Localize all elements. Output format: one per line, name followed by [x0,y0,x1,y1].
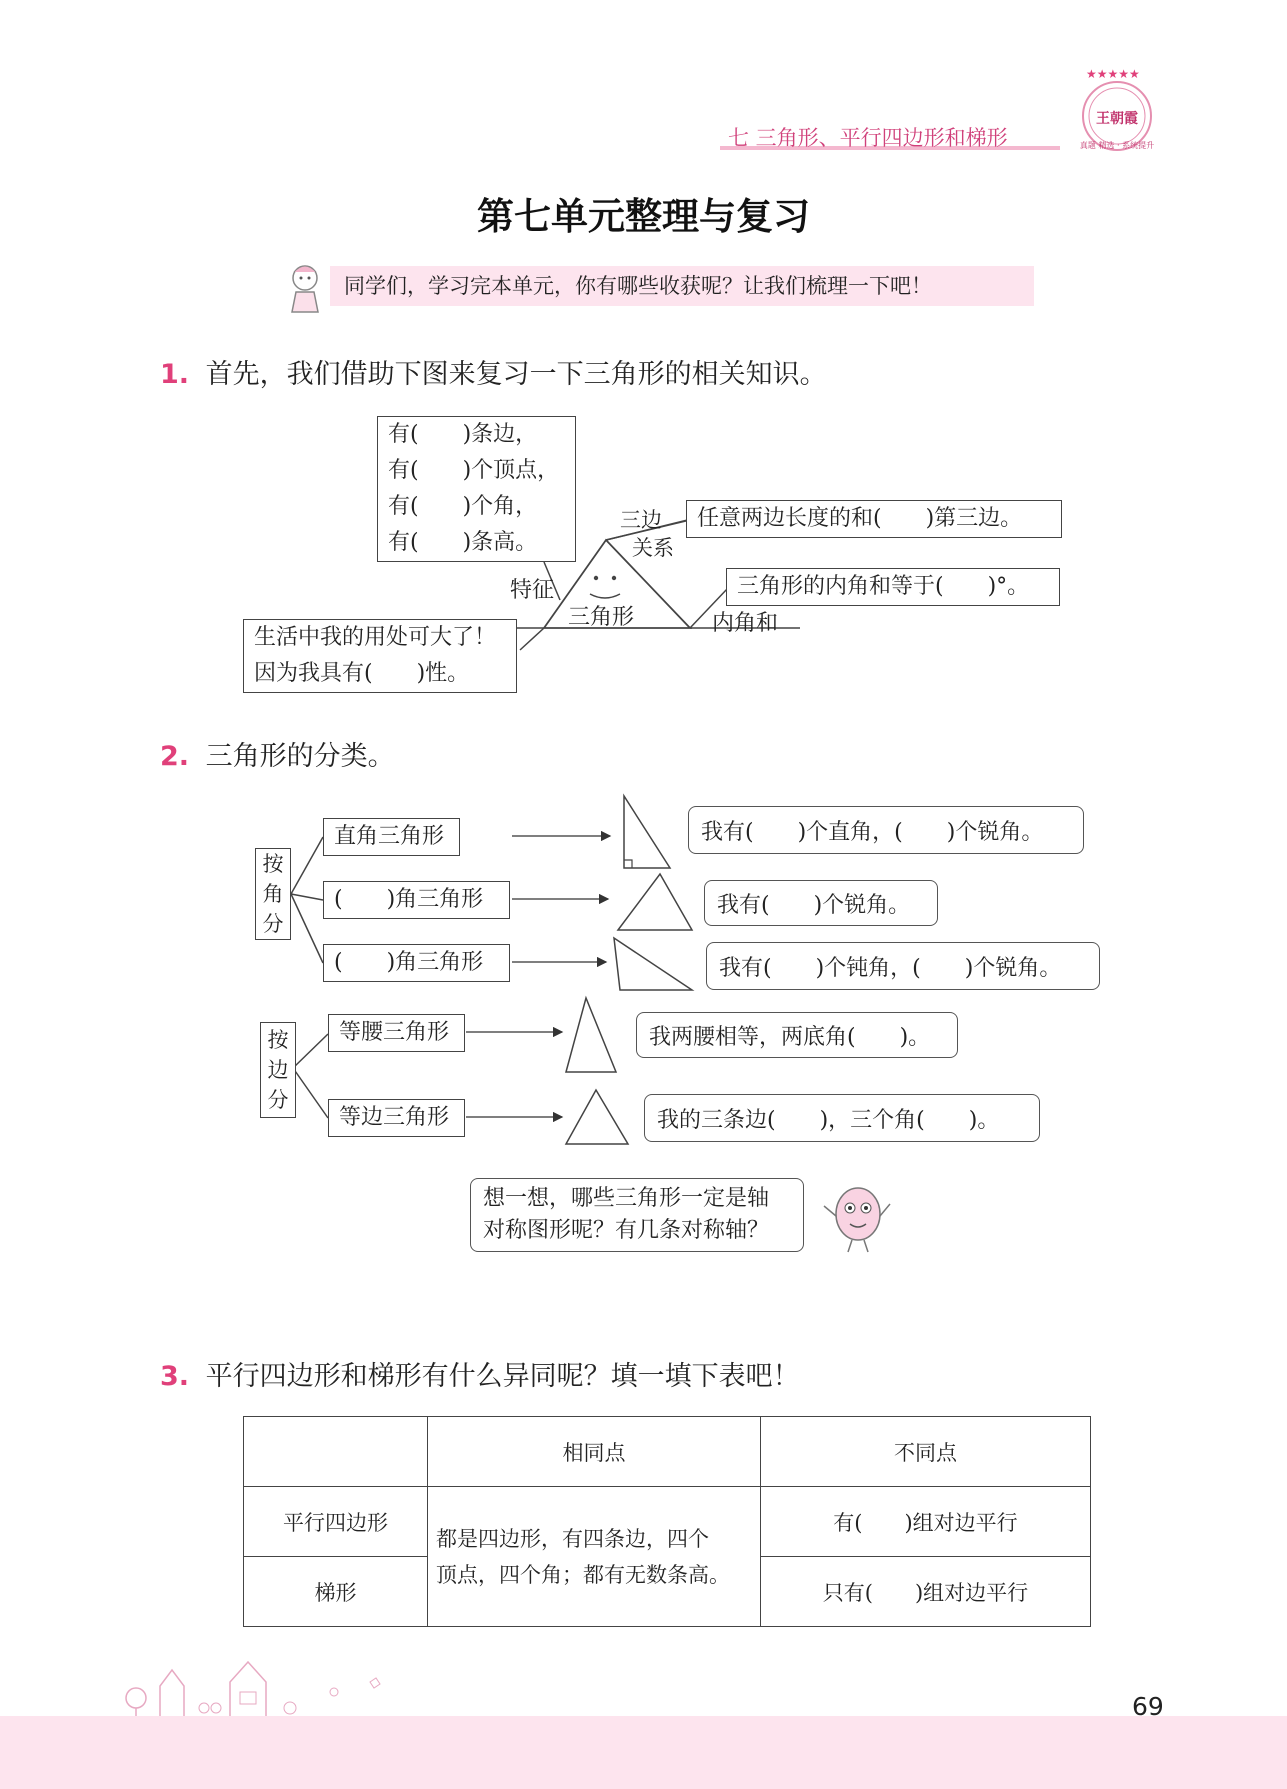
compare-table [243,1416,1091,1627]
diff-trapezoid: 只有( )组对边平行 [761,1557,1091,1627]
page-number: 69 [1132,1692,1164,1721]
table-header-same: 相同点 [428,1417,761,1487]
bubble-right: 我有( )个直角，( )个锐角。 [688,806,1084,854]
side-relation-label-b: 关系 [632,536,674,560]
angle-rule-box: 三角形的内角和等于( )°。 [726,568,1060,606]
table-header-diff: 不同点 [761,1417,1091,1487]
feature-2: 有( )个顶点， [388,458,560,483]
svg-text:★★★★★: ★★★★★ [1086,67,1140,81]
bubble-equilateral: 我的三条边( )，三个角( )。 [644,1094,1040,1142]
q2-number: 2. [160,741,190,772]
same-line-1: 都是四边形，有四条边，四个 [436,1526,709,1551]
isosceles-triangle-icon [566,998,616,1072]
angle-type-obtuse: ( )角三角形 [323,944,510,982]
diff-parallelogram: 有( )组对边平行 [761,1487,1091,1557]
footer-band [0,1716,1287,1789]
feature-label: 特征 [510,578,555,603]
acute-triangle-icon [618,874,692,930]
side-type-equilateral: 等边三角形 [328,1099,465,1137]
side-rule-box: 任意两边长度的和( )第三边。 [686,500,1062,538]
feature-4: 有( )条高。 [388,530,538,555]
page-title: 第七单元整理与复习 [477,195,810,238]
bubble-acute: 我有( )个锐角。 [704,880,938,926]
usage-line-1: 生活中我的用处可大了！ [254,625,497,650]
side-type-isosceles: 等腰三角形 [328,1014,465,1052]
by-side-box: 按边分 [260,1022,296,1118]
q3-line [160,1354,800,1393]
table-header-blank [244,1417,428,1487]
q1-number: 1. [160,359,190,390]
think-line-1: 想一想，哪些三角形一定是轴 [483,1186,770,1211]
side-relation-label-a: 三边 [620,508,662,532]
feature-3: 有( )个角， [388,494,538,519]
q1-text: 首先，我们借助下图来复习一下三角形的相关知识。 [205,359,827,390]
right-triangle-icon [624,796,670,868]
chapter-title: 七 三角形、平行四边形和梯形 [728,126,1008,150]
bubble-obtuse: 我有( )个钝角，( )个锐角。 [706,942,1100,990]
angle-type-right: 直角三角形 [323,818,460,856]
angle-type-acute: ( )角三角形 [323,881,510,919]
feature-1: 有( )条边， [388,422,538,447]
obtuse-triangle-icon [614,938,692,990]
castle-decoration-icon [120,1652,380,1716]
usage-line-2: 因为我具有( )性。 [254,661,470,686]
badge-name: 王朝霞 [1096,111,1138,127]
same-points-cell [428,1487,761,1627]
mascot-icon [822,1176,892,1256]
badge-subtitle: 真题 精选 · 系统提升 [1079,141,1155,150]
think-line-2: 对称图形呢？有几条对称轴？ [483,1218,770,1243]
intro-banner: 同学们，学习完本单元，你有哪些收获呢？让我们梳理一下吧！ [330,266,1034,306]
equilateral-triangle-icon [566,1090,628,1144]
triangle-label: 三角形 [568,605,635,630]
think-bubble [470,1178,804,1252]
bubble-isosceles: 我两腰相等，两底角( )。 [636,1012,958,1058]
q2-text: 三角形的分类。 [205,741,395,772]
by-angle-box: 按角分 [255,848,291,940]
angle-sum-label: 内角和 [712,611,779,636]
q3-number: 3. [160,1361,190,1392]
q3-text: 平行四边形和梯形有什么异同呢？填一填下表吧！ [205,1361,800,1392]
same-line-2: 顶点，四个角；都有无数条高。 [436,1562,730,1587]
row-name-parallelogram: 平行四边形 [244,1487,428,1557]
row-name-trapezoid: 梯形 [244,1557,428,1627]
